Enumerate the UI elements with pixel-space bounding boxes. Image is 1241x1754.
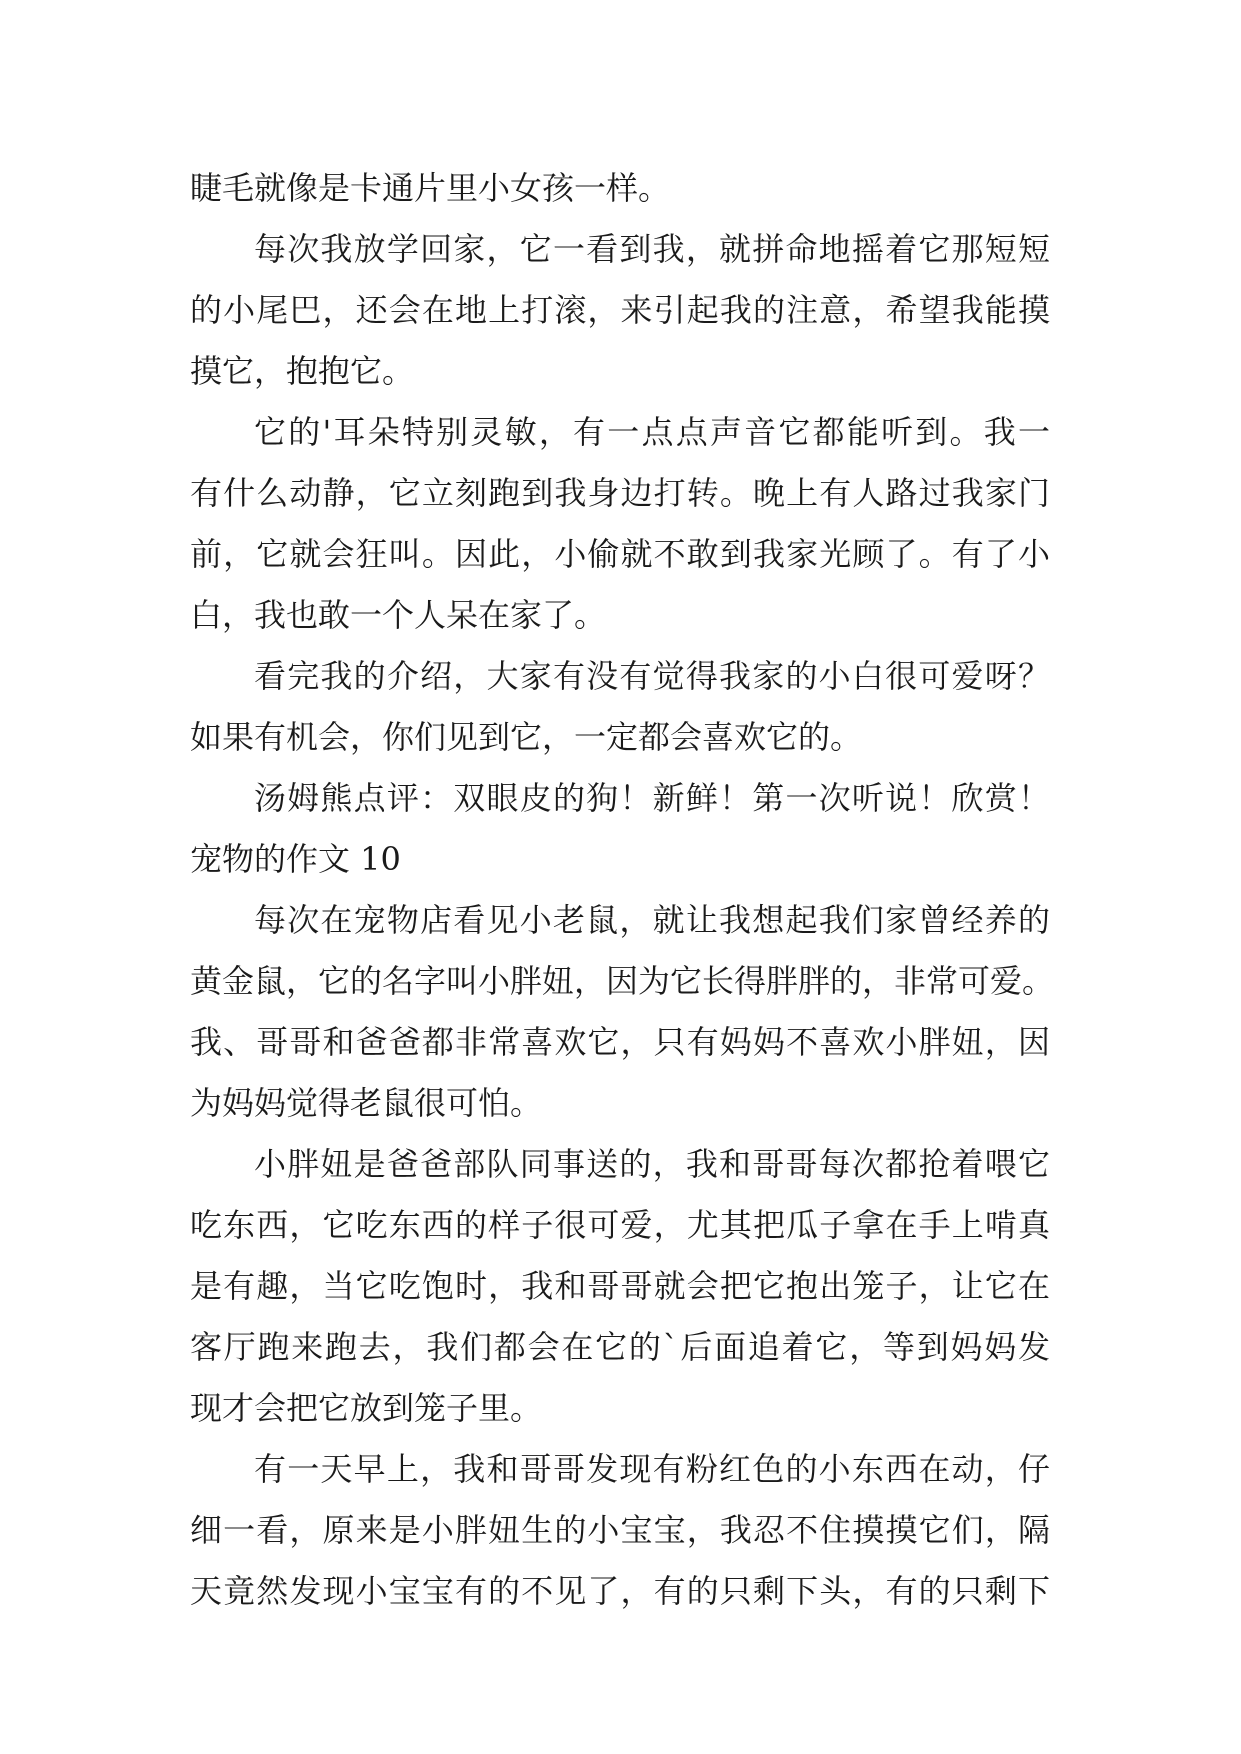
text-line: 天竟然发现小宝宝有的不见了，有的只剩下头，有的只剩下 [190, 1572, 1050, 1610]
paragraph-first-line: 有一天早上，我和哥哥发现有粉红色的小东西在动，仔 [254, 1450, 1050, 1488]
paragraph-first-line: 每次在宠物店看见小老鼠，就让我想起我们家曾经养的 [254, 901, 1050, 939]
comment-line: 汤姆熊点评：双眼皮的狗！新鲜！第一次听说！欣赏！ [254, 779, 1050, 817]
text-line: 是有趣，当它吃饱时，我和哥哥就会把它抱出笼子，让它在 [190, 1267, 1050, 1305]
text-line: 前，它就会狂叫。因此，小偷就不敢到我家光顾了。有了小 [190, 535, 1050, 573]
text-line: 为妈妈觉得老鼠很可怕。 [190, 1084, 543, 1122]
text-line: 睫毛就像是卡通片里小女孩一样。 [190, 169, 671, 207]
text-line: 细一看，原来是小胖妞生的小宝宝，我忍不住摸摸它们，隔 [190, 1511, 1050, 1549]
text-line: 白，我也敢一个人呆在家了。 [190, 596, 607, 634]
text-line: 客厅跑来跑去，我们都会在它的`后面追着它，等到妈妈发 [190, 1328, 1050, 1366]
text-line: 如果有机会，你们见到它，一定都会喜欢它的。 [190, 718, 863, 756]
text-line: 现才会把它放到笼子里。 [190, 1389, 543, 1427]
text-line: 摸它，抱抱它。 [190, 352, 415, 390]
paragraph-first-line: 小胖妞是爸爸部队同事送的，我和哥哥每次都抢着喂它 [254, 1145, 1050, 1183]
paragraph-first-line: 它的'耳朵特别灵敏，有一点点声音它都能听到。我一 [254, 413, 1050, 451]
essay-title: 宠物的作文 10 [190, 840, 401, 878]
text-line: 有什么动静，它立刻跑到我身边打转。晚上有人路过我家门 [190, 474, 1050, 512]
document-body [190, 158, 1055, 1622]
text-line: 吃东西，它吃东西的样子很可爱，尤其把瓜子拿在手上啃真 [190, 1206, 1050, 1244]
text-line: 的小尾巴，还会在地上打滚，来引起我的注意，希望我能摸 [190, 291, 1050, 329]
text-line: 黄金鼠，它的名字叫小胖妞，因为它长得胖胖的，非常可爱。 [190, 962, 1055, 1000]
text-line: 我、哥哥和爸爸都非常喜欢它，只有妈妈不喜欢小胖妞，因 [190, 1023, 1050, 1061]
paragraph-first-line: 看完我的介绍，大家有没有觉得我家的小白很可爱呀？ [254, 657, 1050, 695]
paragraph-first-line: 每次我放学回家，它一看到我，就拼命地摇着它那短短 [254, 230, 1050, 268]
